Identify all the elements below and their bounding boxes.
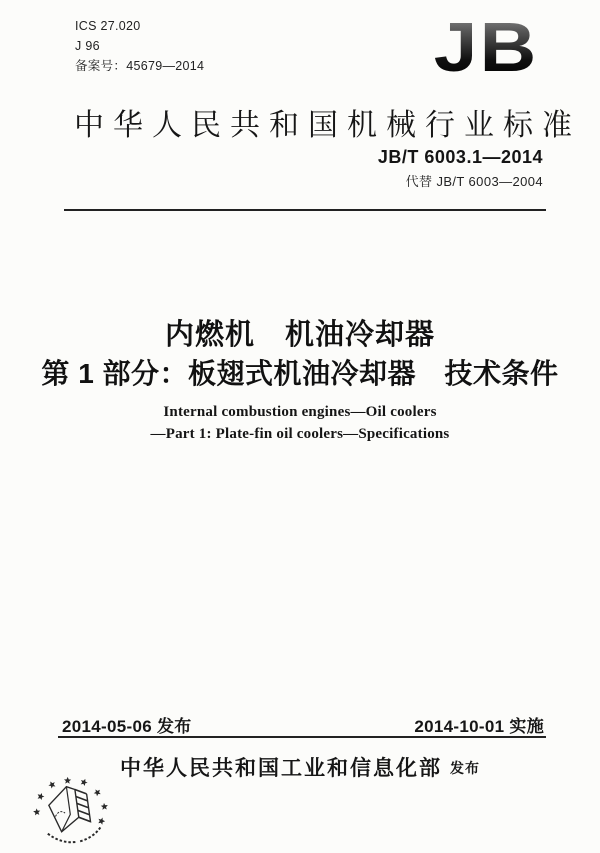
classification-code: J 96: [75, 39, 100, 53]
publisher-suffix: 发布: [450, 760, 480, 776]
header-divider: [64, 209, 546, 211]
implementation-date: 2014-10-01 实施: [414, 717, 544, 736]
jb-logo: JB: [433, 8, 538, 86]
standard-series-title: 中华人民共和国机械行业标准: [74, 109, 581, 142]
issue-date: 2014-05-06 发布: [62, 717, 192, 736]
document-meta: [75, 16, 204, 76]
publisher-name: 中华人民共和国工业和信息化部: [120, 757, 442, 780]
footer-divider: [58, 736, 546, 738]
replaced-standard: 代替 JB/T 6003—2004: [405, 174, 543, 189]
publisher-seal-icon: [27, 769, 119, 853]
standard-number: JB/T 6003.1—2014: [377, 147, 543, 167]
document-title-en-line1: Internal combustion engines—Oil coolers: [163, 404, 437, 420]
document-title-en-line2: —Part 1: Plate-fin oil coolers—Specifications: [150, 426, 450, 442]
ics-code: ICS 27.020: [75, 19, 141, 33]
record-number: 备案号：45679—2014: [75, 59, 205, 73]
document-title-cn-line2: 第 1 部分：板翅式机油冷却器 技术条件: [41, 358, 559, 389]
document-title-cn-line1: 内燃机 机油冷却器: [164, 319, 435, 351]
